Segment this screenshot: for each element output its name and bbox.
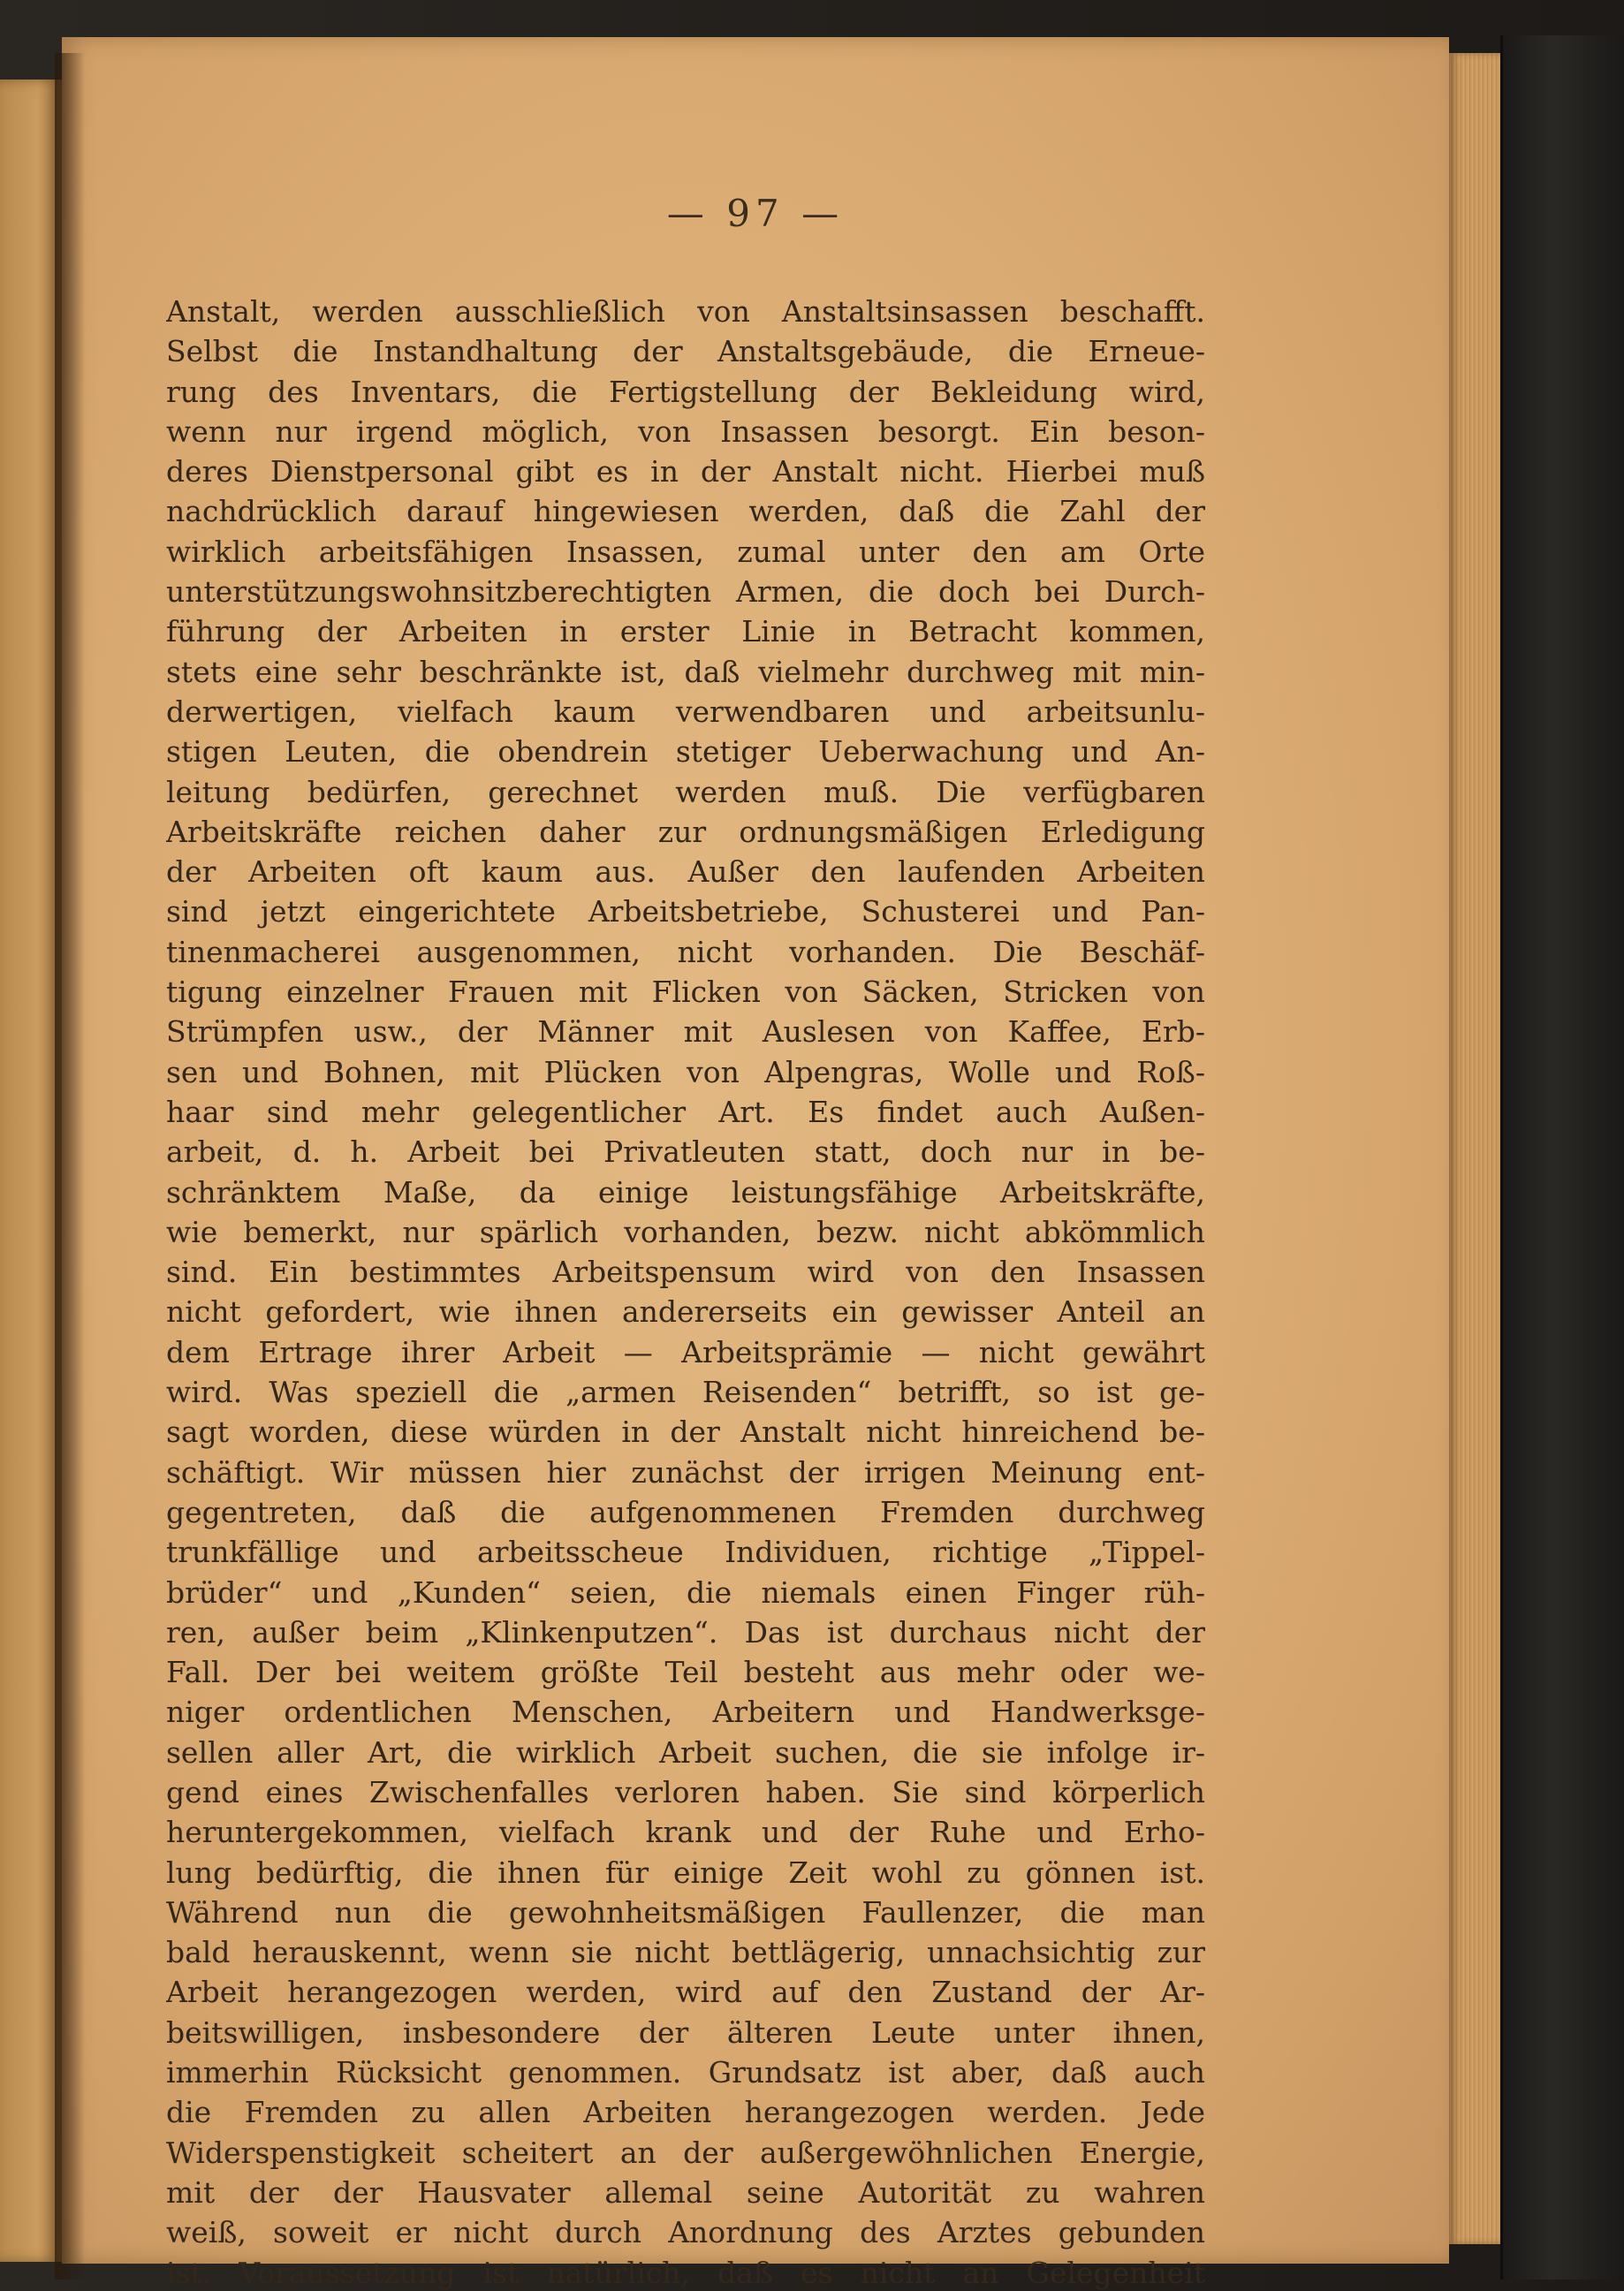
text-line: Strümpfen usw., der Männer mit Auslesen von Kaffee, Erb- bbox=[166, 1014, 1205, 1050]
text-line: stets eine sehr beschränkte ist, daß vielmehr durchweg mit min- bbox=[166, 654, 1205, 689]
text-line: tinenmacherei ausgenommen, nicht vorhanden. Die Beschäf- bbox=[166, 934, 1205, 969]
text-line: derwertigen, vielfach kaum verwendbaren und arbeitsunlu- bbox=[166, 694, 1205, 729]
text-line: unterstützungswohnsitzberechtigten Armen, die doch bei Durch- bbox=[166, 574, 1205, 610]
book-page bbox=[62, 37, 1449, 2290]
page-number: — 97 — bbox=[666, 192, 845, 235]
text-line: sellen aller Art, die wirklich Arbeit suchen, die sie infolge ir- bbox=[166, 1734, 1205, 1770]
text-line: lung bedürftig, die ihnen für einige Zeit wohl zu gönnen ist. bbox=[166, 1855, 1205, 1890]
facing-page-edge bbox=[0, 80, 62, 2262]
text-line: wird. Was speziell die „armen Reisenden“ betrifft, so ist ge- bbox=[166, 1375, 1205, 1410]
text-line: der Arbeiten oft kaum aus. Außer den laufenden Arbeiten bbox=[166, 854, 1205, 890]
text-line: bald herauskennt, wenn sie nicht bettlägerig, unnachsichtig zur bbox=[166, 1935, 1205, 1970]
text-line: schäftigt. Wir müssen hier zunächst der irrigen Meinung ent- bbox=[166, 1454, 1205, 1490]
text-line: wie bemerkt, nur spärlich vorhanden, bezw. nicht abkömmlich bbox=[166, 1214, 1205, 1249]
text-line: führung der Arbeiten in erster Linie in Betracht kommen, bbox=[166, 614, 1205, 649]
text-line: sind. Ein bestimmtes Arbeitspensum wird von den Insassen bbox=[166, 1255, 1205, 1290]
text-line: Arbeit herangezogen werden, wird auf den Zustand der Ar- bbox=[166, 1975, 1205, 2010]
text-line: trunkfällige und arbeitsscheue Individuen, richtige „Tippel- bbox=[166, 1535, 1205, 1570]
text-line: ist. Voraussetzung ist natürlich, daß es nicht an Gelegenheit bbox=[166, 2255, 1205, 2290]
text-line: stigen Leuten, die obendrein stetiger Ueberwachung und An- bbox=[166, 734, 1205, 770]
text-line: die Fremden zu allen Arbeiten herangezogen werden. Jede bbox=[166, 2095, 1205, 2130]
text-line: tigung einzelner Frauen mit Flicken von Säcken, Stricken von bbox=[166, 975, 1205, 1010]
text-line: sagt worden, diese würden in der Anstalt nicht hinreichend be- bbox=[166, 1415, 1205, 1450]
body-text bbox=[166, 292, 1205, 2291]
text-line: wirklich arbeitsfähigen Insassen, zumal unter den am Orte bbox=[166, 534, 1205, 569]
text-line: sind jetzt eingerichtete Arbeitsbetriebe, Schusterei und Pan- bbox=[166, 894, 1205, 929]
text-line: arbeit, d. h. Arbeit bei Privatleuten statt, doch nur in be- bbox=[166, 1134, 1205, 1170]
book-cover-board bbox=[1500, 35, 1624, 2280]
text-line: rung des Inventars, die Fertigstellung der Bekleidung wird, bbox=[166, 374, 1205, 409]
page-fore-edge bbox=[1449, 53, 1500, 2244]
text-line: niger ordentlichen Menschen, Arbeitern und Handwerksge- bbox=[166, 1695, 1205, 1730]
text-line: heruntergekommen, vielfach krank und der Ruhe und Erho- bbox=[166, 1815, 1205, 1850]
text-line: deres Dienstpersonal gibt es in der Anstalt nicht. Hierbei muß bbox=[166, 454, 1205, 489]
text-line: Anstalt, werden ausschließlich von Anstaltsinsassen beschafft. bbox=[166, 294, 1205, 329]
text-line: beitswilligen, insbesondere der älteren Leute unter ihnen, bbox=[166, 2014, 1205, 2050]
text-line: gend eines Zwischenfalles verloren haben. Sie sind körperlich bbox=[166, 1774, 1205, 1809]
text-line: mit der der Hausvater allemal seine Autorität zu wahren bbox=[166, 2174, 1205, 2210]
text-line: sen und Bohnen, mit Plücken von Alpengras, Wolle und Roß- bbox=[166, 1054, 1205, 1089]
text-line: gegentreten, daß die aufgenommenen Fremden durchweg bbox=[166, 1494, 1205, 1529]
text-line: nachdrücklich darauf hingewiesen werden, daß die Zahl der bbox=[166, 494, 1205, 529]
text-line: Selbst die Instandhaltung der Anstaltsgebäude, die Erneue- bbox=[166, 334, 1205, 369]
gutter-shadow bbox=[55, 53, 85, 2280]
text-line: leitung bedürfen, gerechnet werden muß. Die verfügbaren bbox=[166, 774, 1205, 809]
text-line: weiß, soweit er nicht durch Anordnung des Arztes gebunden bbox=[166, 2215, 1205, 2250]
text-line: Fall. Der bei weitem größte Teil besteht aus mehr oder we- bbox=[166, 1655, 1205, 1690]
text-line: Widerspenstigkeit scheitert an der außergewöhnlichen Energie, bbox=[166, 2135, 1205, 2170]
text-line: haar sind mehr gelegentlicher Art. Es findet auch Außen- bbox=[166, 1094, 1205, 1129]
text-line: nicht gefordert, wie ihnen andererseits ein gewisser Anteil an bbox=[166, 1294, 1205, 1330]
text-line: Während nun die gewohnheitsmäßigen Faullenzer, die man bbox=[166, 1894, 1205, 1930]
text-line: dem Ertrage ihrer Arbeit — Arbeitsprämie — nicht gewährt bbox=[166, 1334, 1205, 1369]
text-line: brüder“ und „Kunden“ seien, die niemals einen Finger rüh- bbox=[166, 1574, 1205, 1610]
text-line: Arbeitskräfte reichen daher zur ordnungsmäßigen Erledigung bbox=[166, 814, 1205, 849]
text-line: immerhin Rücksicht genommen. Grundsatz ist aber, daß auch bbox=[166, 2055, 1205, 2090]
text-line: wenn nur irgend möglich, von Insassen besorgt. Ein beson- bbox=[166, 413, 1205, 449]
text-line: schränktem Maße, da einige leistungsfähige Arbeitskräfte, bbox=[166, 1174, 1205, 1210]
text-line: ren, außer beim „Klinkenputzen“. Das ist durchaus nicht der bbox=[166, 1614, 1205, 1650]
